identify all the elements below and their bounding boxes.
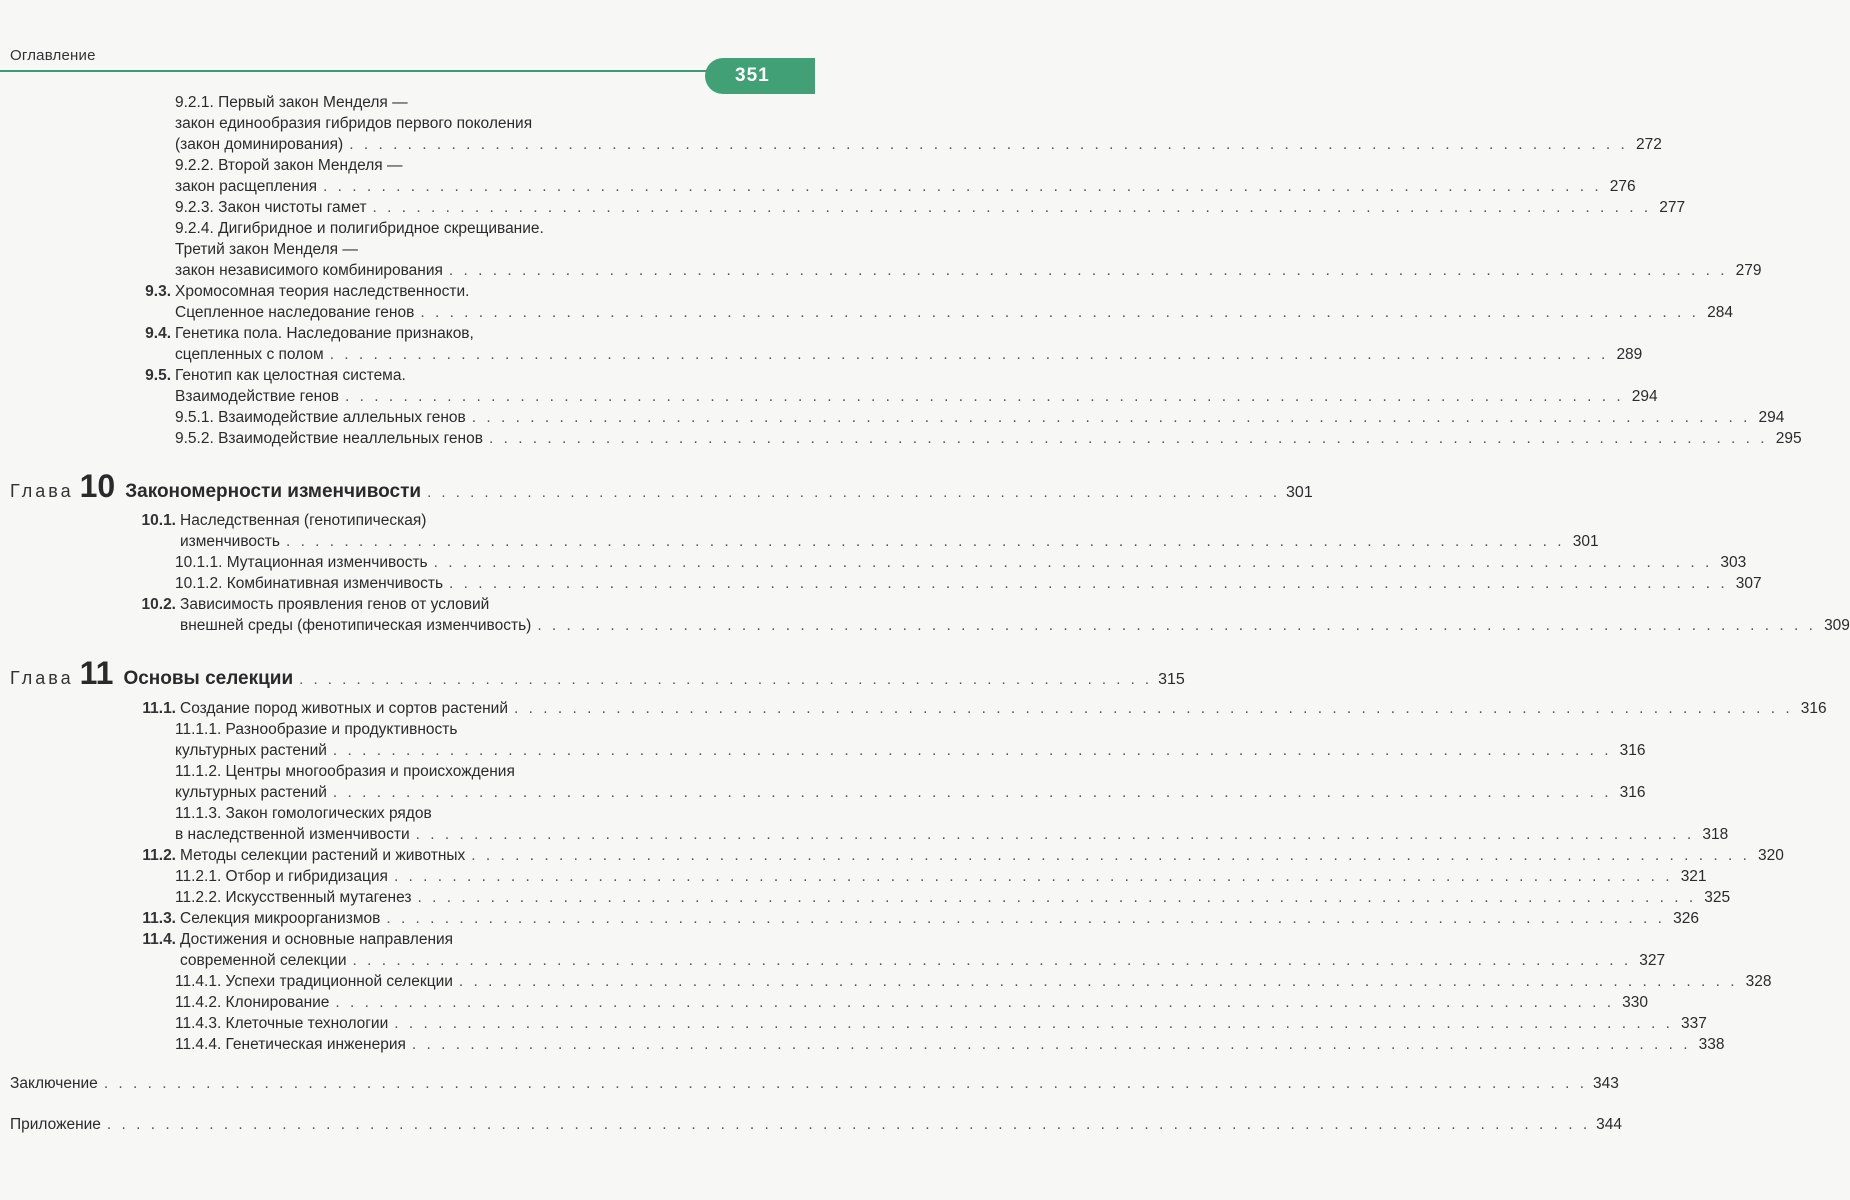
- toc-entry-text: культурных растений: [175, 742, 327, 759]
- toc-page-number: 277: [1659, 199, 1686, 216]
- toc-entry[interactable]: [141, 594, 703, 616]
- toc-entry[interactable]: [145, 281, 703, 303]
- toc-entry-text: (закон доминирования): [175, 136, 344, 153]
- toc-entry[interactable]: [175, 573, 1762, 595]
- toc-entry[interactable]: [175, 113, 703, 135]
- toc-entry[interactable]: [175, 971, 1772, 993]
- dot-leader: . . . . . . . . . . . . . . . . . . . . . . . . . . . . . . . . . . . . . . . . . . . . . . . . . . . . . . . . . . . . . . . . . . . . . . . . . . . . . . . . . . . . . . . .: [449, 575, 1728, 592]
- toc-entry[interactable]: [175, 428, 1802, 450]
- dot-leader: . . . . . . . . . . . . . . . . . . . . . . . . . . . . . . . . . . . . . . . . . . . . . . . . . . . . . . . . . . . . . . . . . . . . . . . . . . . . . . . . . . . . . . . .: [417, 889, 1697, 906]
- toc-entry-text: 9.5.1. Взаимодействие аллельных генов: [175, 409, 466, 426]
- toc-entry[interactable]: [145, 323, 703, 345]
- dot-leader: . . . . . . . . . . . . . . . . . . . . . . . . . . . . . . . . . . . . . . . . . . . . . . . . . . . . . . . . . . . . . . . . . . . . . . . . . . . . . . . . . . . . . . . .: [352, 952, 1632, 969]
- toc-page-number: 344: [1596, 1116, 1622, 1133]
- toc-entry[interactable]: [175, 1013, 1707, 1035]
- toc-entry-text: закон единообразия гибридов первого поколения: [175, 115, 533, 132]
- toc-entry-text: 11.1.1. Разнообразие и продуктивность: [175, 721, 458, 738]
- dot-leader: . . . . . . . . . . . . . . . . . . . . . . . . . . . . . . . . . . . . . . . . . . . . . . . . . . . . . . . . . . . . . . . . . . . . . . . . . . . . . . . . . . . . . . . .: [411, 1036, 1691, 1053]
- toc-entry-text: 9.2.4. Дигибридное и полигибридное скрещивание.: [175, 220, 544, 237]
- toc-entry-text: Сцепленное наследование генов: [175, 304, 415, 321]
- dot-leader: . . . . . . . . . . . . . . . . . . . . . . . . . . . . . . . . . . . . . . . . . . . . . . . . . . . . . . . . . . . . . . . . . . . . . . . . . . . . . . . . . . . . . . . .: [329, 346, 1609, 363]
- toc-entry-text: 11.4.4. Генетическая инженерия: [175, 1036, 406, 1053]
- toc-entry-text: 11.4.3. Клеточные технологии: [175, 1015, 389, 1032]
- dot-leader: . . . . . . . . . . . . . . . . . . . . . . . . . . . . . . . . . . . . . . . . . . . . . . . . . . . . . . . . . . . . . . . . . . . . . . . . . . . . . . . . . . . . . . . .: [345, 388, 1624, 405]
- chapter-number: 11: [79, 655, 114, 691]
- toc-entry[interactable]: [175, 239, 703, 261]
- toc-entry[interactable]: [175, 761, 703, 783]
- toc-entry[interactable]: [180, 615, 1850, 637]
- dot-leader: . . . . . . . . . . . . . . . . . . . . . . . . . . . . . . . . . . . . . . . . . . . . . . . . . . . . . . . . . . . . . . . . . . . . . . . . . . . . . . . . . . . . . . . .: [332, 784, 1612, 801]
- page-number-badge: 351: [705, 58, 815, 94]
- toc-page-number: 309: [1824, 617, 1850, 634]
- toc-page-number: 316: [1619, 742, 1646, 759]
- toc-page-number: 279: [1735, 262, 1762, 279]
- dot-leader: . . . . . . . . . . . . . . . . . . . . . . . . . . . . . . . . . . . . . . . . . . . . . . . . . . . . . . . . . . . . . . . . . . . . . . . . . . . . . . . . . . . . . . . .: [386, 910, 1665, 927]
- toc-entry-text: Наследственная (генотипическая): [180, 512, 427, 529]
- toc-chapter-10[interactable]: [10, 468, 1313, 508]
- toc-page-number: 316: [1619, 784, 1646, 801]
- dot-leader: . . . . . . . . . . . . . . . . . . . . . . . . . . . . . . . . . . . . . . . . . . . . . . . . . . . . . . . . . . . . . . . . . . . . . . . . . . . . . . . . . . . . . . . . . . . . . . . . . . . . . .: [106, 1116, 1591, 1133]
- toc-entry-text: Достижения и основные направления: [180, 931, 454, 948]
- toc-entry[interactable]: [175, 992, 1649, 1014]
- toc-page-number: 307: [1735, 575, 1762, 592]
- dot-leader: . . . . . . . . . . . . . . . . . . . . . . . . . . . . . . . . . . . . . . . . . . . . . . . . . . . . . . . . . . . . . . . . . . . . . . . . . . . . . . . . . . . . . . . .: [458, 973, 1738, 990]
- toc-entry-text: сцепленных с полом: [175, 346, 324, 363]
- dot-leader: . . . . . . . . . . . . . . . . . . . . . . . . . . . . . . . . . . . . . . . . . . . . . . . . . . . . . . . . . . . . . . . . . . . . . . . . . . . . . . . . . . . . . . . .: [415, 826, 1695, 843]
- toc-entry[interactable]: [142, 908, 1699, 930]
- toc-entry[interactable]: [180, 950, 1666, 972]
- toc-page-number: 301: [1572, 533, 1599, 550]
- dot-leader: . . . . . . . . . . . . . . . . . . . . . . . . . . . . . . . . . . . . . . . . . . . . . . . . . . . . . . . . . . . . . . . . . . . . . . . . . . . . . . . . . . . . . . . .: [335, 994, 1615, 1011]
- toc-entry[interactable]: [175, 887, 1731, 909]
- dot-leader: . . . . . . . . . . . . . . . . . . . . . . . . . . . . . . . . . . . . . . . . . . . . . . . . . . . . . . . . . . . . . . . . . . . . . . . . . . . . . . . . . . . . . . . .: [332, 742, 1612, 759]
- toc-entry-text: 9.2.3. Закон чистоты гамет: [175, 199, 367, 216]
- toc-entry-text: изменчивость: [180, 533, 280, 550]
- toc-entry[interactable]: [175, 803, 703, 825]
- dot-leader: . . . . . . . . . . . . . . . . . . . . . . . . . . . . . . . . . . . . . . . . . . . . . . . . . . . . . . . . . . . . . . . . . . . . . . . . . . . . . . . . . . . . . . . .: [537, 617, 1816, 634]
- toc-entry[interactable]: [175, 866, 1707, 888]
- toc-page-number: 303: [1720, 554, 1747, 571]
- toc-page-number: 326: [1673, 910, 1699, 927]
- toc-section-number: 10.1.: [141, 512, 176, 529]
- toc-entry-text: 9.2.1. Первый закон Менделя —: [175, 94, 408, 111]
- toc-entry-text: современной селекции: [180, 952, 347, 969]
- dot-leader: . . . . . . . . . . . . . . . . . . . . . . . . . . . . . . . . . . . . . . . . . . . . . . . . . . . . . . . . . . . . . . . . . . . . . . . . . . . . . . . . . . . . . . . .: [349, 136, 1628, 153]
- toc-page-number: 272: [1635, 136, 1662, 153]
- toc-entry-text: 11.1.3. Закон гомологических рядов: [175, 805, 432, 822]
- toc-entry[interactable]: [175, 302, 1733, 324]
- toc-entry-text: 11.4.2. Клонирование: [175, 994, 330, 1011]
- toc-entry[interactable]: [175, 719, 703, 741]
- dot-leader: . . . . . . . . . . . . . . . . . . . . . . . . . . . . . . . . . . . . . . . . . . . . . . . . . . . . . . . . . . . .: [427, 484, 1281, 501]
- toc-entry-text: Взаимодействие генов: [175, 388, 339, 405]
- toc-page-number: 320: [1758, 847, 1784, 864]
- toc-section-number: 11.2.: [142, 847, 176, 864]
- toc-section-number: 10.2.: [141, 596, 176, 613]
- toc-page-number: 325: [1704, 889, 1731, 906]
- toc-entry[interactable]: [175, 197, 1686, 219]
- toc-entry-text: Третий закон Менделя —: [175, 241, 358, 258]
- toc-page-number: 327: [1639, 952, 1666, 969]
- toc-entry-text: 11.2.2. Искусственный мутагенез: [175, 889, 412, 906]
- running-header-title: Оглавление: [10, 47, 96, 64]
- dot-leader: . . . . . . . . . . . . . . . . . . . . . . . . . . . . . . . . . . . . . . . . . . . . . . . . . . . . . . . . . . . . . . . . . . . . . . . . . . . . . . . . . . . . . . . .: [420, 304, 1699, 321]
- toc-entry[interactable]: [175, 134, 1662, 156]
- dot-leader: . . . . . . . . . . . . . . . . . . . . . . . . . . . . . . . . . . . . . . . . . . . . . . . . . . . . . . . . . . . . . . . . . . . . . . . . . . . . . . . . . . . . . . . .: [448, 262, 1728, 279]
- dot-leader: . . . . . . . . . . . . . . . . . . . . . . . . . . . . . . . . . . . . . . . . . . . . . . . . . . . . . . . . . . . . . . . . . . . . . . . . . . . . . . . . . . . . . . . .: [471, 409, 1751, 426]
- dot-leader: . . . . . . . . . . . . . . . . . . . . . . . . . . . . . . . . . . . . . . . . . . . . . . . . . . . . . . . . . . . . . . . . . . . . . . . . . . . . . . . . . . . . . . . .: [514, 700, 1793, 717]
- toc-entry[interactable]: [142, 929, 703, 951]
- dot-leader: . . . . . . . . . . . . . . . . . . . . . . . . . . . . . . . . . . . . . . . . . . . . . . . . . . . . . . . . . . . . . . . . . . . . . . . . . . . . . . . . . . . . . . . .: [394, 1015, 1673, 1032]
- toc-page-number: 316: [1800, 700, 1827, 717]
- toc-page-number: 284: [1707, 304, 1733, 321]
- toc-entry[interactable]: [175, 740, 1646, 762]
- toc-page-number: 294: [1631, 388, 1658, 405]
- toc-page-number: 315: [1158, 671, 1185, 688]
- toc-entry[interactable]: [175, 386, 1658, 408]
- toc-page-number: 295: [1775, 430, 1802, 447]
- toc-page-number: 294: [1758, 409, 1785, 426]
- dot-leader: . . . . . . . . . . . . . . . . . . . . . . . . . . . . . . . . . . . . . . . . . . . . . . . . . . . . . . . . . . . . . . . . . . . . . . . . . . . . . . . . . . . . . . . .: [393, 868, 1673, 885]
- toc-entry-text: внешней среды (фенотипическая изменчивость): [180, 617, 532, 634]
- toc-page-number: 289: [1616, 346, 1643, 363]
- dot-leader: . . . . . . . . . . . . . . . . . . . . . . . . . . . . . . . . . . . . . . . . . . . . . . . . . . . . . . . . . . . . . . . . . . . . . . . . . . . . . . . . . . . . . . . .: [323, 178, 1602, 195]
- toc-page-number: 328: [1745, 973, 1772, 990]
- dot-leader: . . . . . . . . . . . . . . . . . . . . . . . . . . . . . . . . . . . . . . . . . . . . . . . . . . . . . . . . . . . . . . . . . . . . . . . . . . . . . . . . . . . . . . . .: [471, 847, 1750, 864]
- toc-page-number: 318: [1702, 826, 1729, 843]
- toc-entry-text: 10.1.2. Комбинативная изменчивость: [175, 575, 444, 592]
- toc-entry-text: Заключение: [10, 1075, 98, 1092]
- toc-entry[interactable]: [175, 824, 1729, 846]
- dot-leader: . . . . . . . . . . . . . . . . . . . . . . . . . . . . . . . . . . . . . . . . . . . . . . . . . . . . . . . . . . . . . . . . . . . . . . . . . . . . . . . . . . . . . . . .: [433, 554, 1713, 571]
- toc-entry[interactable]: [175, 552, 1747, 574]
- toc-section-number: 11.1.: [142, 700, 176, 717]
- toc-entry-text: Селекция микроорганизмов: [180, 910, 381, 927]
- toc-entry[interactable]: [175, 1034, 1725, 1056]
- toc-entry-text: закон независимого комбинирования: [175, 262, 443, 279]
- toc-page-number: 337: [1681, 1015, 1707, 1032]
- toc-entry-text: культурных растений: [175, 784, 327, 801]
- toc-chapter-11[interactable]: [10, 655, 1185, 695]
- dot-leader: . . . . . . . . . . . . . . . . . . . . . . . . . . . . . . . . . . . . . . . . . . . . . . . . . . . . . . . . . . . . . . . . . . . . . . . . . . . . . . . . . . . . . . . . . . . . . . . . . . . . . .: [103, 1075, 1588, 1092]
- toc-entry-text: Генотип как целостная система.: [175, 367, 406, 384]
- toc-page-number: 321: [1680, 868, 1707, 885]
- toc-entry[interactable]: [142, 698, 1827, 720]
- toc-entry[interactable]: [175, 260, 1762, 282]
- toc-page-number: 276: [1609, 178, 1636, 195]
- chapter-number: 10: [79, 468, 116, 504]
- toc-entry-text: в наследственной изменчивости: [175, 826, 410, 843]
- dot-leader: . . . . . . . . . . . . . . . . . . . . . . . . . . . . . . . . . . . . . . . . . . . . . . . . . . . . . . . . . . . . . . . . . . . . . . . . . . . . . . . . . . . . . . . .: [488, 430, 1768, 447]
- chapter-label: Глава: [10, 668, 74, 688]
- toc-entry-text: закон расщепления: [175, 178, 318, 195]
- toc-entry-text: Генетика пола. Наследование признаков,: [175, 325, 474, 342]
- chapter-label: Глава: [10, 481, 74, 501]
- toc-entry[interactable]: [175, 176, 1636, 198]
- toc-entry-text: Зависимость проявления генов от условий: [180, 596, 490, 613]
- toc-entry-text: 11.2.1. Отбор и гибридизация: [175, 868, 388, 885]
- chapter-title: Закономерности изменчивости: [125, 481, 422, 502]
- toc-entry-text: 11.1.2. Центры многообразия и происхождения: [175, 763, 515, 780]
- toc-entry-text: 11.4.1. Успехи традиционной селекции: [175, 973, 453, 990]
- toc-entry-text: Хромосомная теория наследственности.: [175, 283, 470, 300]
- toc-entry[interactable]: [142, 845, 1784, 867]
- toc-entry[interactable]: [145, 365, 703, 387]
- toc-entry[interactable]: [180, 531, 1599, 553]
- dot-leader: . . . . . . . . . . . . . . . . . . . . . . . . . . . . . . . . . . . . . . . . . . . . . . . . . . . . . . . . . . . .: [299, 671, 1153, 688]
- toc-section-number: 11.3.: [142, 910, 176, 927]
- toc-entry[interactable]: [175, 344, 1643, 366]
- toc-entry-text: 9.2.2. Второй закон Менделя —: [175, 157, 403, 174]
- toc-section-number: 9.4.: [145, 325, 171, 342]
- toc-section-number: 9.3.: [145, 283, 171, 300]
- toc-entry[interactable]: [175, 407, 1785, 429]
- toc-page-number: 338: [1698, 1036, 1725, 1053]
- toc-entry-text: 10.1.1. Мутационная изменчивость: [175, 554, 428, 571]
- toc-entry-text: Методы селекции растений и животных: [180, 847, 466, 864]
- toc-page-number: 301: [1286, 484, 1313, 501]
- toc-entry[interactable]: [175, 92, 703, 114]
- toc-page-number: 343: [1593, 1075, 1619, 1092]
- toc-section-number: 11.4.: [142, 931, 176, 948]
- toc-entry[interactable]: [175, 155, 703, 177]
- toc-entry-text: Приложение: [10, 1116, 101, 1133]
- chapter-title: Основы селекции: [123, 668, 294, 689]
- toc-page-number: 330: [1622, 994, 1649, 1011]
- dot-leader: . . . . . . . . . . . . . . . . . . . . . . . . . . . . . . . . . . . . . . . . . . . . . . . . . . . . . . . . . . . . . . . . . . . . . . . . . . . . . . . . . . . . . . . .: [372, 199, 1652, 216]
- toc-entry[interactable]: [175, 218, 703, 240]
- dot-leader: . . . . . . . . . . . . . . . . . . . . . . . . . . . . . . . . . . . . . . . . . . . . . . . . . . . . . . . . . . . . . . . . . . . . . . . . . . . . . . . . . . . . . . . .: [285, 533, 1565, 550]
- toc-entry-appendix[interactable]: [10, 1114, 1622, 1136]
- toc-entry-text: Создание пород животных и сортов растений: [180, 700, 508, 717]
- toc-entry-text: 9.5.2. Взаимодействие неаллельных генов: [175, 430, 483, 447]
- toc-section-number: 9.5.: [145, 367, 171, 384]
- toc-entry-conclusion[interactable]: [10, 1073, 1619, 1095]
- toc-entry[interactable]: [141, 510, 703, 532]
- toc-entry[interactable]: [175, 782, 1646, 804]
